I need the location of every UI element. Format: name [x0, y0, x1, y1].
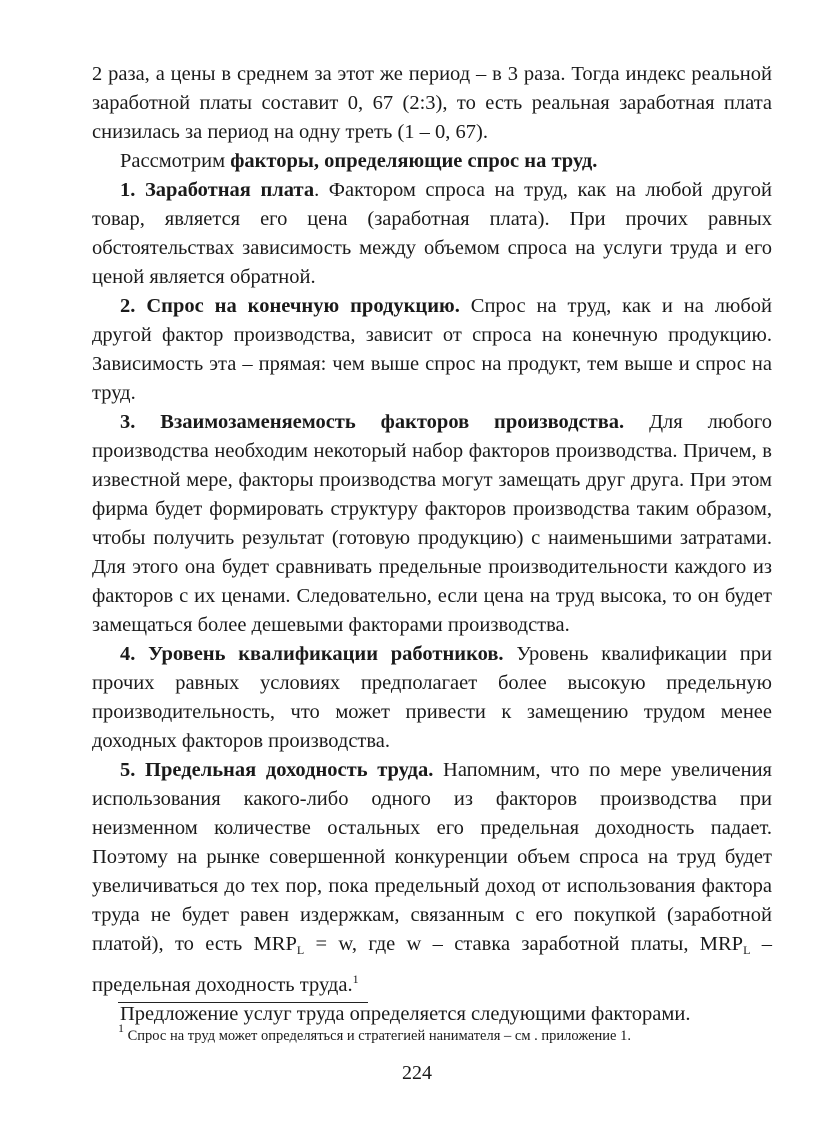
- factor-text-4: Уровень квалификации при прочих равных условиях предполагает более высокую предельную производительность, что может привести к замещению трудом менее доходных факторов производства.: [92, 643, 772, 752]
- factor-text-3: Для любого производства необходим некоторый набор факторов производства. Причем, в известной мере, факторы производства могут замещать друг друга. При этом фирма будет формировать структуру факторов производства таким образом, чтобы получить результат (готовую продукцию) с наименьшими затратами. Для этого она будет сравнивать предельные производительности каждого из факторов с их ценами. Следовательно, если цена на труд высока, то он будет замещаться более дешевыми факторами производства.: [92, 411, 773, 636]
- mrp-symbol-1: MRP: [253, 933, 297, 955]
- factor-text-1: . Фактором спроса на труд, как на любой другой товар, является его цена (заработная плата). При прочих равных обстоятельствах зависимость между объемом спроса на услуги труда и его ценой является обратной.: [92, 179, 772, 288]
- mrp-subscript-1: L: [296, 943, 305, 957]
- factor-paragraph-1: [92, 176, 772, 292]
- factor-text-2: Спрос на труд, как и на любой другой фактор производства, зависит от спроса на конечную продукцию. Зависимость эта – прямая: чем выше спрос на продукт, тем выше и спрос на труд.: [92, 295, 772, 404]
- factor5-text-a: Напомним, что по мере увеличения использования какого-либо одного из факторов производства при неизменном количестве остальных его предельная доходность падает. Поэтому на рынке совершенной конкуренции объем спроса на труд будет увеличиваться до тех пор, пока предельный доход от использования фактора труда не будет равен издержкам, связанным с его покупкой (заработной платой), то есть: [92, 759, 772, 955]
- page-number: 224: [402, 1062, 432, 1084]
- factor-paragraph-4: [92, 640, 772, 756]
- consider-lead: Рассмотрим: [120, 150, 231, 172]
- body-text: [92, 60, 772, 1029]
- factor5-text-c: – предельная доходность труда.: [92, 933, 773, 996]
- consider-bold-phrase: факторы, определяющие спрос на труд.: [230, 150, 598, 172]
- factor-title-5: 5. Предельная доходность труда.: [120, 759, 434, 781]
- factor5-text-b: = w, где w – ставка заработной платы,: [304, 933, 700, 955]
- footnote: [118, 1018, 778, 1046]
- intro-paragraph: 2 раза, а цены в среднем за этот же период – в 3 раза. Тогда индекс реальной заработной платы составит 0, 67 (2:3), то есть реальная заработная плата снизилась за период на одну треть (1 – 0, 67).: [92, 63, 772, 143]
- factor-title-1: 1. Заработная плата: [120, 179, 315, 201]
- supply-paragraph: Предложение услуг труда определяется следующими факторами.: [120, 1003, 691, 1025]
- factor-title-4: 4. Уровень квалификации работников.: [120, 643, 504, 665]
- factor-paragraph-2: [92, 292, 772, 408]
- footnote-marker: 1: [118, 1021, 124, 1035]
- footnote-text: Спрос на труд может определяться и стратегией нанимателя – см . приложение 1.: [124, 1028, 631, 1044]
- footnote-reference: 1: [352, 972, 359, 986]
- factor-paragraph-3: [92, 408, 772, 640]
- factor-title-2: 2. Спрос на конечную продукцию.: [120, 295, 460, 317]
- factor-title-3: 3. Взаимозаменяемость факторов производства.: [120, 411, 625, 433]
- footnote-divider: [118, 1002, 368, 1003]
- mrp-symbol-2: MRP: [699, 933, 744, 955]
- factor-paragraph-5: [92, 756, 772, 1000]
- consider-paragraph: [92, 147, 772, 176]
- mrp-subscript-2: L: [743, 943, 751, 957]
